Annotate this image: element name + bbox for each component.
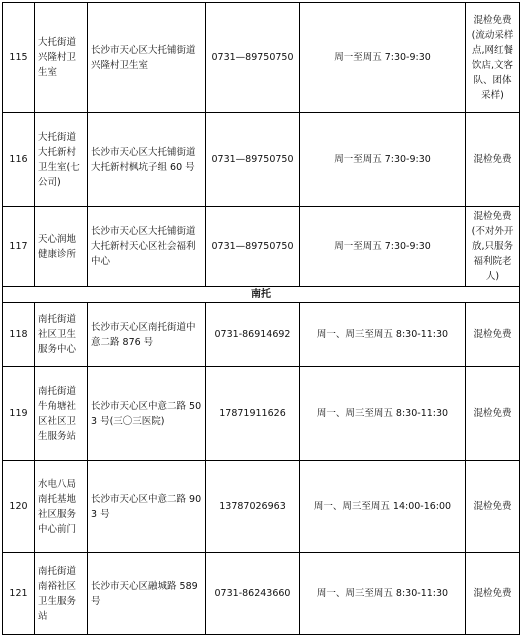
row-number: 115	[3, 3, 35, 113]
site-address: 长沙市天心区南托街道中意二路 876 号	[88, 303, 206, 367]
row-number: 118	[3, 303, 35, 367]
site-address: 长沙市天心区大托铺街道兴隆村卫生室	[88, 3, 206, 113]
site-name: 南托街道社区卫生服务中心	[35, 303, 88, 367]
section-title: 南托	[3, 287, 520, 303]
site-note: 混检免费	[466, 113, 520, 207]
row-number: 121	[3, 553, 35, 635]
site-phone: 0731—89750750	[206, 3, 300, 113]
service-hours: 周一至周五 7:30-9:30	[300, 113, 466, 207]
section-row	[3, 287, 520, 303]
service-hours: 周一至周五 7:30-9:30	[300, 3, 466, 113]
site-address: 长沙市天心区大托铺街道大托新村天心区社会福利中心	[88, 207, 206, 287]
site-address: 长沙市天心区中意二路 903 号	[88, 461, 206, 553]
testing-sites-table	[2, 2, 520, 635]
table-row	[3, 207, 520, 287]
site-address: 长沙市天心区融城路 589 号	[88, 553, 206, 635]
site-note: 混检免费	[466, 367, 520, 461]
site-note: 混检免费	[466, 461, 520, 553]
table-row	[3, 303, 520, 367]
site-note: 混检免费	[466, 553, 520, 635]
site-name: 大托街道大托新村卫生室(七公司)	[35, 113, 88, 207]
row-number: 119	[3, 367, 35, 461]
site-name: 天心润地健康诊所	[35, 207, 88, 287]
site-name: 南托街道牛角塘社区社区卫生服务站	[35, 367, 88, 461]
table-row	[3, 553, 520, 635]
table-row	[3, 3, 520, 113]
table-row	[3, 367, 520, 461]
table-row	[3, 113, 520, 207]
site-phone: 0731—89750750	[206, 207, 300, 287]
site-address: 长沙市天心区中意二路 503 号(三〇三医院)	[88, 367, 206, 461]
site-phone: 0731-86914692	[206, 303, 300, 367]
site-phone: 0731-86243660	[206, 553, 300, 635]
site-phone: 0731—89750750	[206, 113, 300, 207]
site-phone: 13787026963	[206, 461, 300, 553]
site-address: 长沙市天心区大托铺街道大托新村枫坑子组 60 号	[88, 113, 206, 207]
row-number: 117	[3, 207, 35, 287]
service-hours: 周一、周三至周五 14:00-16:00	[300, 461, 466, 553]
site-note: 混检免费(流动采样点,网红餐饮店,文客队、团体采样)	[466, 3, 520, 113]
site-name: 大托街道兴隆村卫生室	[35, 3, 88, 113]
site-name: 南托街道南裕社区卫生服务站	[35, 553, 88, 635]
site-note: 混检免费	[466, 303, 520, 367]
row-number: 116	[3, 113, 35, 207]
site-note: 混检免费(不对外开放,只服务福利院老人)	[466, 207, 520, 287]
table-row	[3, 461, 520, 553]
service-hours: 周一、周三至周五 8:30-11:30	[300, 303, 466, 367]
service-hours: 周一、周三至周五 8:30-11:30	[300, 367, 466, 461]
service-hours: 周一至周五 7:30-9:30	[300, 207, 466, 287]
row-number: 120	[3, 461, 35, 553]
site-phone: 17871911626	[206, 367, 300, 461]
site-name: 水电八局南托基地社区服务中心前门	[35, 461, 88, 553]
service-hours: 周一、周三至周五 8:30-11:30	[300, 553, 466, 635]
